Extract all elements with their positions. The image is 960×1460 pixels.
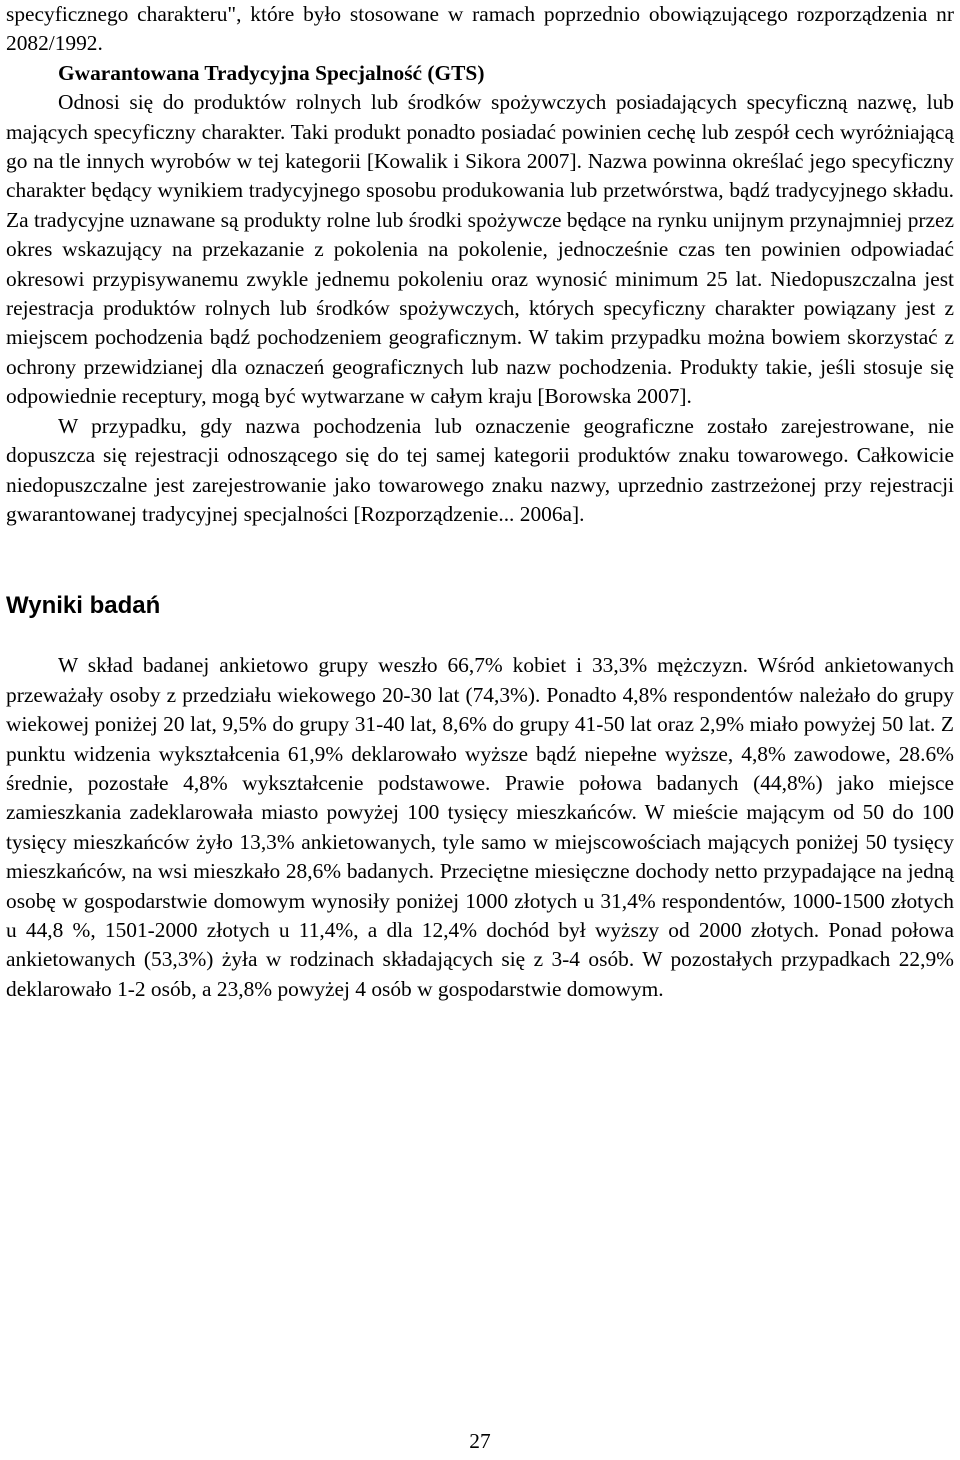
intro-continuation-paragraph: specyficznego charakteru", które było stosowane w ramach poprzednio obowiązującego rozporządzenia nr 2082/1992.: [6, 2, 954, 56]
gts-paragraph: Odnosi się do produktów rolnych lub środków spożywczych posiadających specyficzną nazwę, lub mających specyficzny charakter. Taki produkt ponadto posiadać powinien cechę lub zespół cech wyróżniającą go na tle innych wyrobów w tej kategorii [Kowalik i Sikora 2007]. Nazwa powinna określać jego specyficzny charakter będący wynikiem tradycyjnego sposobu produkowania lub przetwórstwa, bądź tradycyjnego składu. Za tradycyjne uznawane są produkty rolne lub środki spożywcze będące na rynku unijnym przynajmniej przez okres wskazujący na przekazanie z pokolenia na pokolenie, jednocześnie czas ten powinien odpowiadać okresowi przypisywanemu zwykle jednemu pokoleniu oraz wynosić minimum 25 lat. Niedopuszczalna jest rejestracja produktów rolnych lub środków spożywczych, których specyficzny charakter powiązany jest z miejscem pochodzenia bądź pochodzeniem geograficznym. W takim przypadku można bowiem skorzystać z ochrony przewidzianej dla oznaczeń geograficznych lub nazw pochodzenia. Produkty takie, jeśli stosuje się odpowiednie receptury, mogą być wytwarzane w całym kraju [Borowska 2007].: [6, 90, 954, 409]
trademark-paragraph: W przypadku, gdy nazwa pochodzenia lub oznaczenie geograficzne zostało zarejestrowane, nie dopuszcza się rejestracji odnoszącego się do tej samej kategorii produktów znaku towarowego. Całkowicie niedopuszczalne jest zarejestrowanie jako towarowego znaku nazwy, uprzednio zastrzeżonej przy rejestracji gwarantowanej tradycyjnej specjalności [Rozporządzenie... 2006a].: [6, 413, 954, 526]
results-section-title: Wyniki badań: [6, 592, 161, 620]
page-number: 27: [469, 1429, 491, 1453]
gts-heading: Gwarantowana Tradycyjna Specjalność (GTS): [58, 60, 485, 85]
document-page: [6, 0, 954, 1004]
results-paragraph: W skład badanej ankietowo grupy weszło 66,7% kobiet i 33,3% mężczyzn. Wśród ankietowanych przeważały osoby z przedziału wiekowego 20-30 lat (74,3%). Ponadto 4,8% respondentów należało do grupy wiekowej poniżej 20 lat, 9,5% do grupy 31-40 lat, 8,6% do grupy 41-50 lat oraz 2,9% miało powyżej 50 lat. Z punktu widzenia wykształcenia 61,9% deklarowało wyższe bądź niepełne wyższe, 4,8% zawodowe, 28.6% średnie, pozostałe 4,8% wykształcenie podstawowe. Prawie połowa badanych (44,8%) jako miejsce zamieszkania zadeklarowała miasto powyżej 100 tysięcy mieszkańców. W mieście mającym od 50 do 100 tysięcy mieszkańców żyło 13,3% ankietowanych, tyle samo w miejscowościach mających poniżej 50 tysięcy mieszkańców, na wsi mieszkało 28,6% badanych. Przeciętne miesięczne dochody netto przypadające na jedną osobę w gospodarstwie domowym wynosiły poniżej 1000 złotych u 31,4% respondentów, 1000-1500 złotych u 44,8 %, 1501-2000 złotych u 11,4%, a dla 12,4% dochód był wyższy od 2000 złotych. Ponad połowa ankietowanych (53,3%) żyła w rodzinach składających się z 3-4 osób. W pozostałych przypadkach 22,9% deklarowało 1-2 osób, a 23,8% powyżej 4 osób w gospodarstwie domowym.: [6, 653, 954, 1001]
